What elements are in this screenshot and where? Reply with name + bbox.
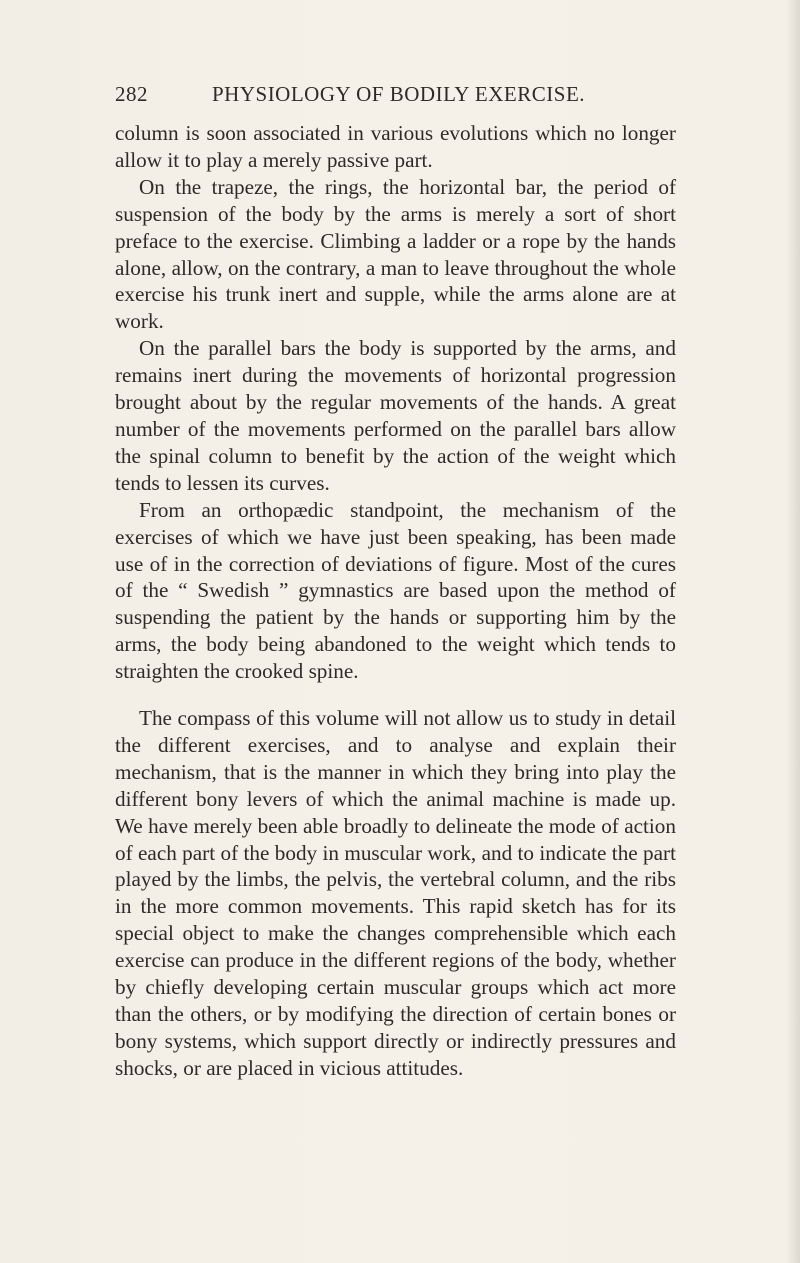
- page-number: 282: [115, 82, 148, 106]
- page-header: [115, 82, 670, 112]
- paragraph-trapeze: On the trapeze, the rings, the horizontal bar, the period of suspension of the body by the arms is merely a sort of short preface to the exercise. Climbing a ladder or a rope by the hands alone, allow, on the contrary, a man to leave throughout the whole exercise his trunk inert and supple, while the arms alone are at work.: [115, 174, 676, 334]
- paragraph-continuation: column is soon associated in various evolutions which no longer allow it to play a merely passive part.: [115, 121, 676, 172]
- paragraph-orthopaedic: From an orthopædic standpoint, the mechanism of the exercises of which we have just been speaking, has been made use of in the correction of deviations of figure. Most of the cures of the “ Swedish ” gymnastics are based upon the method of suspending the patient by the hands or supporting him by the arms, the body being abandoned to the weight which tends to straighten the crooked spine.: [115, 497, 676, 684]
- running-title: PHYSIOLOGY OF BODILY EXERCISE.: [212, 82, 586, 106]
- page-edge-shadow: [786, 0, 800, 1263]
- body-text: [115, 120, 676, 1082]
- paragraph-conclusion: The compass of this volume will not allow us to study in detail the different exercises, and to analyse and explain their mechanism, that is the manner in which they bring into play the different bony levers of which the animal machine is made up. We have merely been able broadly to delineate the mode of action of each part of the body in muscular work, and to indicate the part played by the limbs, the pelvis, the vertebral column, and the ribs in the more common movements. This rapid sketch has for its special object to make the changes comprehensible which each exercise can produce in the different regions of the body, whether by chiefly developing certain muscular groups which act more than the others, or by modifying the direction of certain bones or bony systems, which support directly or indirectly pressures and shocks, or are placed in vicious attitudes.: [115, 706, 676, 1080]
- paragraph-parallel-bars: On the parallel bars the body is supported by the arms, and remains inert during the movements of horizontal progression brought about by the regular movements of the hands. A great number of the movements performed on the parallel bars allow the spinal column to benefit by the action of the weight which tends to lessen its curves.: [115, 336, 676, 495]
